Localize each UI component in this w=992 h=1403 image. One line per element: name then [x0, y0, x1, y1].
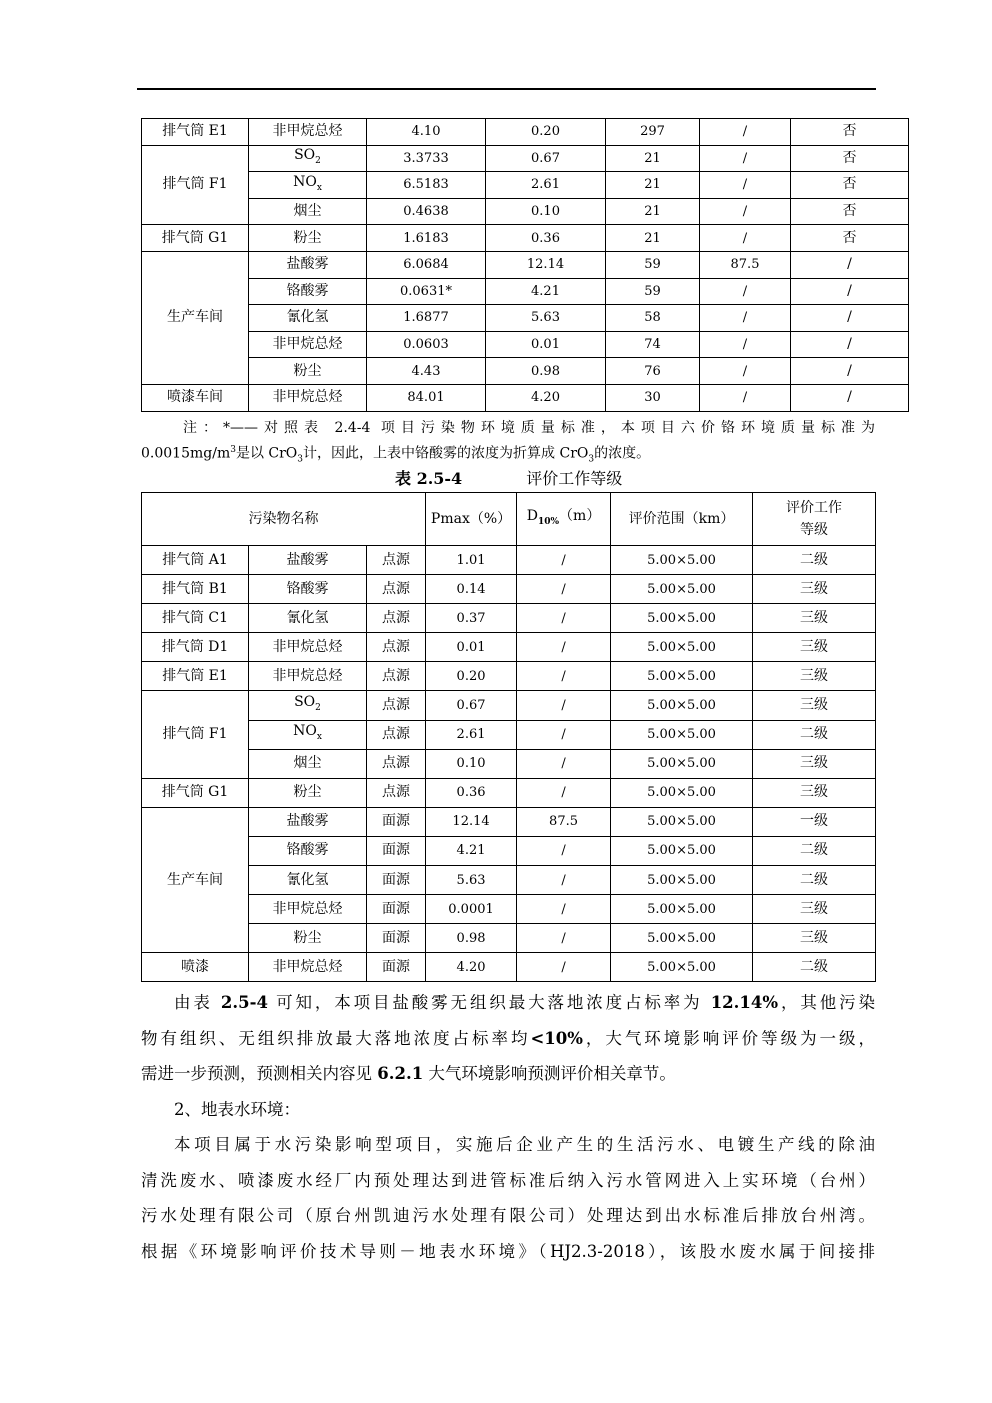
table-number: 表 2.5-4	[395, 469, 463, 488]
range-cell: 5.00×5.00	[611, 546, 753, 575]
d10-cell: /	[517, 778, 611, 807]
c4-cell: /	[700, 278, 791, 305]
range-cell: 5.00×5.00	[611, 633, 753, 662]
pollutant-name: 铬酸雾	[286, 842, 329, 859]
p-text: 大气环境影响预测评价相关章节。	[423, 1064, 676, 1083]
c5-cell: /	[791, 305, 909, 332]
pollutant-sub: 2	[315, 155, 321, 166]
c4-cell: /	[700, 172, 791, 199]
source-cell: 排气筒 E1	[142, 119, 249, 146]
pollutant-cell	[249, 119, 367, 146]
pollutant-name: 非甲烷总烃	[272, 958, 343, 975]
pollutant-cell	[249, 604, 367, 633]
pollutant-name: 盐酸雾	[286, 551, 329, 568]
source-cell: 喷漆车间	[142, 384, 249, 411]
pollutant-cell	[249, 251, 367, 278]
pmax-cell: 0.20	[426, 662, 517, 691]
source-cell: 排气筒 F1	[142, 145, 249, 225]
c5-cell: 否	[791, 225, 909, 252]
pollutant-cell	[249, 749, 367, 778]
d10-cell: /	[517, 604, 611, 633]
header-d10-text: D	[526, 507, 538, 524]
c5-cell: /	[791, 251, 909, 278]
grade-cell: 二级	[753, 953, 876, 982]
d10-cell: /	[517, 633, 611, 662]
para1-line2	[141, 1021, 875, 1057]
grade-cell: 三级	[753, 575, 876, 604]
c5-cell: 否	[791, 145, 909, 172]
pollutant-cell	[249, 662, 367, 691]
grade-cell: 二级	[753, 866, 876, 895]
table-row	[142, 384, 909, 411]
pollutant-cell	[249, 953, 367, 982]
pollutant-cell	[249, 278, 367, 305]
table-row	[142, 895, 876, 924]
type-cell: 面源	[367, 807, 426, 836]
c3-cell: 74	[606, 331, 700, 358]
pollutant-name: 氰化氢	[286, 609, 329, 626]
note-sup: 3	[230, 445, 236, 455]
pollutant-cell	[249, 198, 367, 225]
pollutant-cell	[249, 145, 367, 172]
c2-cell: 0.36	[486, 225, 606, 252]
p-text: 可知，本项目盐酸雾无组织最大落地浓度占标率为	[267, 993, 711, 1012]
pmax-cell: 5.63	[426, 866, 517, 895]
table-row	[142, 225, 909, 252]
d10-cell: /	[517, 720, 611, 749]
table-row	[142, 172, 909, 199]
p-bold: 12.14%	[710, 993, 779, 1012]
c3-cell: 30	[606, 384, 700, 411]
pollutant-name: NO	[293, 173, 317, 190]
analysis-paragraph	[141, 985, 875, 1269]
type-cell: 点源	[367, 604, 426, 633]
c3-cell: 76	[606, 358, 700, 385]
c3-cell: 59	[606, 251, 700, 278]
pollutant-cell	[249, 807, 367, 836]
grade-cell: 三级	[753, 662, 876, 691]
type-cell: 面源	[367, 895, 426, 924]
d10-cell: /	[517, 691, 611, 720]
source-cell: 排气筒 B1	[142, 575, 249, 604]
table-row	[142, 358, 909, 385]
c5-cell: /	[791, 358, 909, 385]
range-cell: 5.00×5.00	[611, 924, 753, 953]
c4-cell: /	[700, 119, 791, 146]
type-cell: 点源	[367, 749, 426, 778]
note-text: 的浓度。	[594, 445, 651, 462]
c1-cell: 6.0684	[367, 251, 486, 278]
c2-cell: 4.20	[486, 384, 606, 411]
pollutant-sub: x	[316, 182, 322, 193]
table-row	[142, 546, 876, 575]
c5-cell: /	[791, 331, 909, 358]
type-cell: 面源	[367, 836, 426, 865]
table-title: 评价工作等级	[526, 469, 623, 488]
pollutant-cell	[249, 546, 367, 575]
pollutant-name: 氰化氢	[286, 871, 329, 888]
pollutant-cell	[249, 633, 367, 662]
pollutant-name: 非甲烷总烃	[272, 123, 343, 140]
header-d10	[517, 493, 611, 546]
pmax-cell: 4.20	[426, 953, 517, 982]
header-grade-line1: 评价工作	[786, 500, 843, 516]
header-grade-line2: 等级	[800, 522, 829, 538]
type-cell: 面源	[367, 953, 426, 982]
pollutant-name: 非甲烷总烃	[272, 336, 343, 353]
c4-cell: /	[700, 384, 791, 411]
type-cell: 点源	[367, 546, 426, 575]
c4-cell: /	[700, 225, 791, 252]
range-cell: 5.00×5.00	[611, 720, 753, 749]
pollutant-name: NO	[293, 723, 317, 740]
table-row	[142, 331, 909, 358]
type-cell: 点源	[367, 633, 426, 662]
range-cell: 5.00×5.00	[611, 778, 753, 807]
para2-line3: 污水处理有限公司（原台州凯迪污水处理有限公司）处理达到出水标准后排放台州湾。	[141, 1206, 875, 1225]
pmax-cell: 2.61	[426, 720, 517, 749]
pmax-cell: 1.01	[426, 546, 517, 575]
pmax-cell: 0.37	[426, 604, 517, 633]
table-row	[142, 953, 876, 982]
table-row	[142, 778, 876, 807]
pollutant-name: 非甲烷总烃	[272, 667, 343, 684]
table-row	[142, 119, 909, 146]
d10-cell: 87.5	[517, 807, 611, 836]
pollutant-name: 非甲烷总烃	[272, 389, 343, 406]
note-sub: 3	[588, 454, 595, 465]
d10-cell: /	[517, 575, 611, 604]
table-row	[142, 604, 876, 633]
d10-cell: /	[517, 895, 611, 924]
c2-cell: 0.01	[486, 331, 606, 358]
table-row	[142, 662, 876, 691]
pollutant-name: 盐酸雾	[286, 813, 329, 830]
range-cell: 5.00×5.00	[611, 691, 753, 720]
section-heading: 2、地表水环境：	[174, 1099, 300, 1119]
table-row	[142, 749, 876, 778]
c2-cell: 2.61	[486, 172, 606, 199]
pollutant-cell	[249, 691, 367, 720]
range-cell: 5.00×5.00	[611, 604, 753, 633]
pollutant-name: 粉尘	[293, 229, 322, 246]
type-cell: 点源	[367, 662, 426, 691]
para1-line3	[141, 1056, 875, 1092]
c3-cell: 21	[606, 198, 700, 225]
emission-table	[141, 118, 909, 412]
pollutant-cell	[249, 172, 367, 199]
table-row	[142, 866, 876, 895]
c5-cell: 否	[791, 172, 909, 199]
pollutant-sub: 2	[315, 702, 321, 713]
pollutant-cell	[249, 575, 367, 604]
pmax-cell: 4.21	[426, 836, 517, 865]
range-cell: 5.00×5.00	[611, 662, 753, 691]
grade-cell: 二级	[753, 836, 876, 865]
note-sub: 3	[297, 454, 304, 465]
pollutant-cell	[249, 331, 367, 358]
c2-cell: 0.10	[486, 198, 606, 225]
p-text: ，大气环境影响评价等级为一级，	[582, 1028, 876, 1048]
pollutant-name: 铬酸雾	[286, 580, 329, 597]
header-d10-unit: （m）	[559, 507, 601, 524]
pollutant-cell	[249, 720, 367, 749]
type-cell: 面源	[367, 924, 426, 953]
grade-cell: 三级	[753, 604, 876, 633]
source-cell: 排气筒 G1	[142, 778, 249, 807]
c4-cell: /	[700, 331, 791, 358]
para1-line1	[141, 985, 875, 1021]
pollutant-name: SO	[294, 146, 316, 163]
source-cell: 喷漆	[142, 953, 249, 982]
c3-cell: 59	[606, 278, 700, 305]
c1-cell: 1.6183	[367, 225, 486, 252]
table-note	[141, 417, 875, 470]
c2-cell: 4.21	[486, 278, 606, 305]
c4-cell: /	[700, 305, 791, 332]
pollutant-cell	[249, 924, 367, 953]
type-cell: 点源	[367, 778, 426, 807]
range-cell: 5.00×5.00	[611, 749, 753, 778]
c1-cell: 0.4638	[367, 198, 486, 225]
c1-cell: 4.10	[367, 119, 486, 146]
d10-cell: /	[517, 836, 611, 865]
range-cell: 5.00×5.00	[611, 836, 753, 865]
p-text: 由表	[174, 993, 221, 1012]
range-cell: 5.00×5.00	[611, 575, 753, 604]
pollutant-cell	[249, 358, 367, 385]
pollutant-name: 烟尘	[293, 755, 322, 772]
header-d10-sub: 10%	[537, 516, 560, 527]
c4-cell: /	[700, 198, 791, 225]
pollutant-cell	[249, 305, 367, 332]
grade-cell: 二级	[753, 720, 876, 749]
c1-cell: 84.01	[367, 384, 486, 411]
d10-cell: /	[517, 866, 611, 895]
table-row	[142, 305, 909, 332]
table-row	[142, 278, 909, 305]
c5-cell: 否	[791, 198, 909, 225]
header-grade	[753, 493, 876, 546]
table-row	[142, 836, 876, 865]
p-bold: 2.5-4	[220, 993, 268, 1012]
source-cell: 排气筒 F1	[142, 691, 249, 778]
p-bold: 6.2.1	[377, 1064, 424, 1083]
pollutant-cell	[249, 384, 367, 411]
c3-cell: 21	[606, 145, 700, 172]
c2-cell: 0.98	[486, 358, 606, 385]
p-bold: <10%	[530, 1028, 583, 1048]
pollutant-name: 铬酸雾	[286, 282, 329, 299]
grade-table	[141, 492, 876, 982]
c1-cell: 6.5183	[367, 172, 486, 199]
c1-cell: 4.43	[367, 358, 486, 385]
pollutant-cell	[249, 836, 367, 865]
d10-cell: /	[517, 546, 611, 575]
type-cell: 点源	[367, 720, 426, 749]
note-text: 0.0015mg/m	[141, 445, 231, 462]
table-row	[142, 198, 909, 225]
c3-cell: 58	[606, 305, 700, 332]
c1-cell: 0.0603	[367, 331, 486, 358]
table-header-row	[142, 493, 876, 546]
pollutant-sub: x	[316, 732, 322, 742]
c2-cell: 0.20	[486, 119, 606, 146]
grade-cell: 三级	[753, 895, 876, 924]
range-cell: 5.00×5.00	[611, 895, 753, 924]
c5-cell: /	[791, 278, 909, 305]
source-cell: 排气筒 E1	[142, 662, 249, 691]
pmax-cell: 0.98	[426, 924, 517, 953]
pollutant-cell	[249, 866, 367, 895]
c5-cell: 否	[791, 119, 909, 146]
pmax-cell: 0.10	[426, 749, 517, 778]
grade-cell: 三级	[753, 633, 876, 662]
table-caption	[395, 466, 622, 489]
pollutant-name: 非甲烷总烃	[272, 638, 343, 655]
header-rule	[137, 88, 876, 90]
pollutant-cell	[249, 778, 367, 807]
table-row	[142, 251, 909, 278]
pmax-cell: 0.01	[426, 633, 517, 662]
table-row	[142, 633, 876, 662]
table-row	[142, 807, 876, 836]
pollutant-name: SO	[294, 694, 316, 711]
c3-cell: 297	[606, 119, 700, 146]
p-text: 需进一步预测，预测相关内容见	[141, 1064, 378, 1083]
c3-cell: 21	[606, 172, 700, 199]
source-cell: 排气筒 D1	[142, 633, 249, 662]
c4-cell: /	[700, 358, 791, 385]
note-text: 计，因此，上表中铬酸雾的浓度为折算成 CrO	[303, 445, 589, 462]
source-cell: 生产车间	[142, 251, 249, 384]
para2-line4: 根据《环境影响评价技术导则－地表水环境》（HJ2.3-2018），该股水废水属于间接排	[141, 1241, 875, 1261]
pollutant-name: 粉尘	[293, 929, 322, 946]
header-pmax: Pmax（%）	[426, 493, 517, 546]
pollutant-name: 烟尘	[293, 203, 322, 220]
pollutant-name: 粉尘	[293, 362, 322, 379]
type-cell: 点源	[367, 691, 426, 720]
table-row	[142, 575, 876, 604]
c2-cell: 0.67	[486, 145, 606, 172]
header-name: 污染物名称	[142, 493, 426, 546]
pollutant-cell	[249, 895, 367, 924]
para2-line1: 本项目属于水污染影响型项目，实施后企业产生的生活污水、电镀生产线的除油	[174, 1135, 875, 1154]
table-row	[142, 720, 876, 749]
p-text: ，其他污染	[778, 993, 875, 1012]
c1-cell: 0.0631*	[367, 278, 486, 305]
p-text: 物有组织、无组织排放最大落地浓度占标率均	[141, 1028, 531, 1048]
c4-cell: 87.5	[700, 251, 791, 278]
c1-cell: 1.6877	[367, 305, 486, 332]
grade-cell: 三级	[753, 691, 876, 720]
note-line-1: 注：*——对照表 2.4-4 项目污染物环境质量标准，本项目六价铬环境质量标准为	[183, 420, 875, 436]
pmax-cell: 12.14	[426, 807, 517, 836]
grade-cell: 三级	[753, 778, 876, 807]
pmax-cell: 0.67	[426, 691, 517, 720]
pollutant-cell	[249, 225, 367, 252]
pollutant-name: 粉尘	[293, 784, 322, 801]
source-cell: 排气筒 C1	[142, 604, 249, 633]
type-cell: 面源	[367, 866, 426, 895]
pmax-cell: 0.14	[426, 575, 517, 604]
source-cell: 生产车间	[142, 807, 249, 952]
table-row	[142, 145, 909, 172]
c2-cell: 12.14	[486, 251, 606, 278]
para2-line2: 清洗废水、喷漆废水经厂内预处理达到进管标准后纳入污水管网进入上实环境（台州）	[141, 1170, 875, 1190]
d10-cell: /	[517, 953, 611, 982]
grade-cell: 二级	[753, 546, 876, 575]
d10-cell: /	[517, 662, 611, 691]
note-text: 是以 CrO	[235, 445, 298, 462]
d10-cell: /	[517, 749, 611, 778]
header-range: 评价范围（km）	[611, 493, 753, 546]
c5-cell: /	[791, 384, 909, 411]
grade-cell: 三级	[753, 749, 876, 778]
table-row	[142, 691, 876, 720]
type-cell: 点源	[367, 575, 426, 604]
d10-cell: /	[517, 924, 611, 953]
source-cell: 排气筒 A1	[142, 546, 249, 575]
c2-cell: 5.63	[486, 305, 606, 332]
pmax-cell: 0.0001	[426, 895, 517, 924]
pmax-cell: 0.36	[426, 778, 517, 807]
range-cell: 5.00×5.00	[611, 953, 753, 982]
pollutant-name: 盐酸雾	[286, 256, 329, 273]
range-cell: 5.00×5.00	[611, 807, 753, 836]
pollutant-name: 氰化氢	[286, 309, 329, 326]
c3-cell: 21	[606, 225, 700, 252]
grade-cell: 一级	[753, 807, 876, 836]
c1-cell: 3.3733	[367, 145, 486, 172]
grade-cell: 三级	[753, 924, 876, 953]
table-row	[142, 924, 876, 953]
range-cell: 5.00×5.00	[611, 866, 753, 895]
pollutant-name: 非甲烷总烃	[272, 900, 343, 917]
source-cell: 排气筒 G1	[142, 225, 249, 252]
c4-cell: /	[700, 145, 791, 172]
